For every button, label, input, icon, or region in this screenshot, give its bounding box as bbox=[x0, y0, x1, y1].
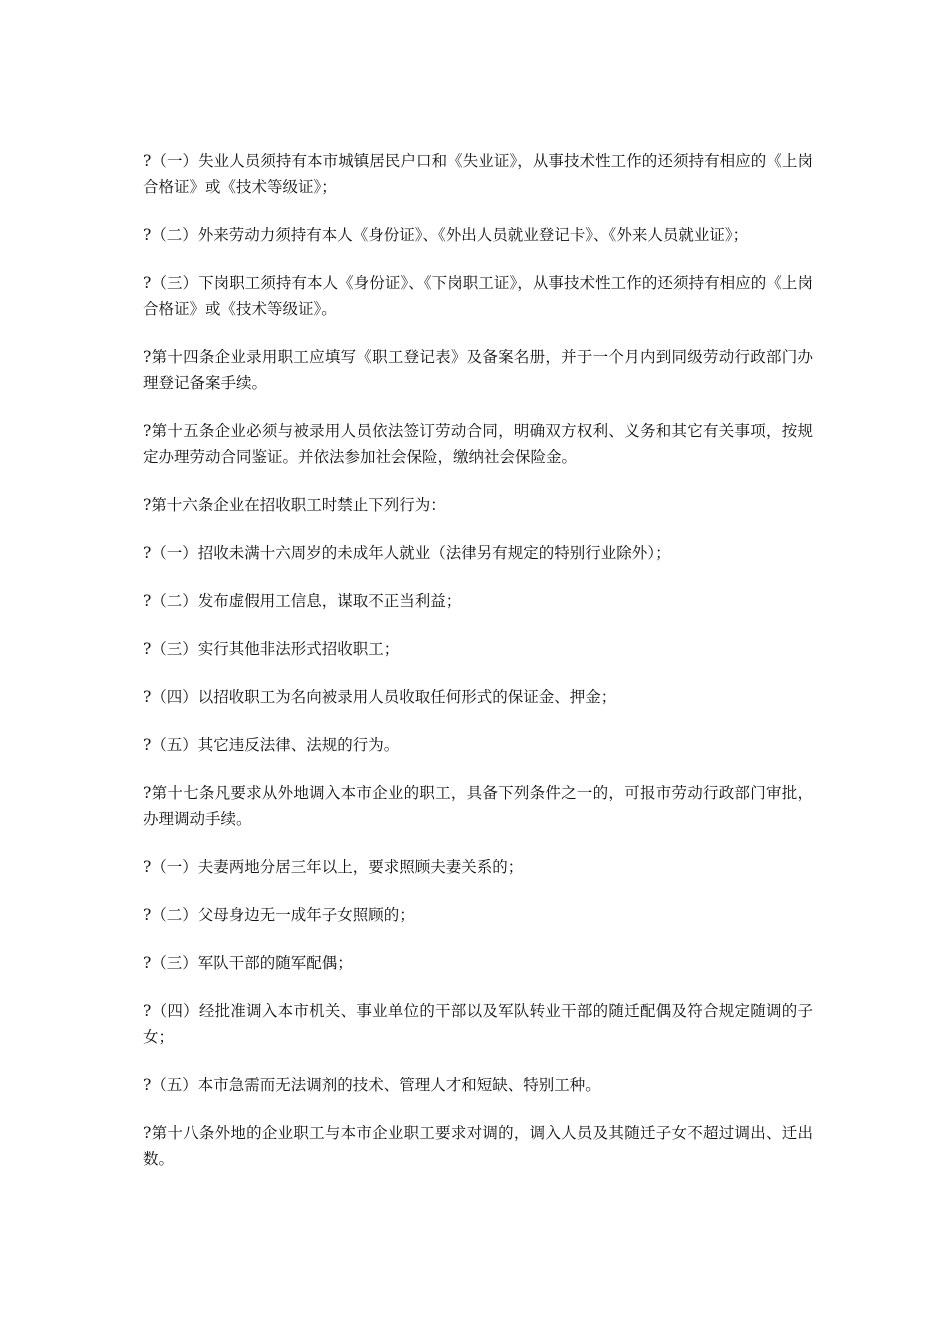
document-body bbox=[143, 148, 813, 1194]
paragraph-article-17: ?第十七条凡要求从外地调入本市企业的职工，具备下列条件之一的，可报市劳动行政部门审批，办理调动手续。 bbox=[143, 784, 813, 828]
paragraph-article-14: ?第十四条企业录用职工应填写《职工登记表》及备案名册，并于一个月内到同级劳动行政部门办理登记备案手续。 bbox=[143, 348, 813, 392]
paragraph-article-18: ?第十八条外地的企业职工与本市企业职工要求对调的，调入人员及其随迁子女不超过调出、迁出数。 bbox=[143, 1124, 813, 1168]
paragraph-2: ?（二）外来劳动力须持有本人《身份证》、《外出人员就业登记卡》、《外来人员就业证》； bbox=[143, 226, 749, 244]
paragraph-article-16-item-5: ?（五）其它违反法律、法规的行为。 bbox=[143, 736, 400, 754]
paragraph-article-16-item-3: ?（三）实行其他非法形式招收职工； bbox=[143, 640, 400, 658]
paragraph-article-17-item-5: ?（五）本市急需而无法调剂的技术、管理人才和短缺、特别工种。 bbox=[143, 1076, 601, 1094]
paragraph-article-16-item-2: ?（二）发布虚假用工信息，谋取不正当利益； bbox=[143, 592, 462, 610]
paragraph-article-16: ?第十六条企业在招收职工时禁止下列行为： bbox=[143, 496, 446, 514]
paragraph-article-17-item-2: ?（二）父母身边无一成年子女照顾的； bbox=[143, 906, 415, 924]
paragraph-3: ?（三）下岗职工须持有本人《身份证》、《下岗职工证》，从事技术性工作的还须持有相应的《上岗合格证》或《技术等级证》。 bbox=[143, 274, 813, 318]
paragraph-article-17-item-4: ?（四）经批准调入本市机关、事业单位的干部以及军队转业干部的随迁配偶及符合规定随调的子女； bbox=[143, 1002, 813, 1046]
paragraph-article-16-item-4: ?（四）以招收职工为名向被录用人员收取任何形式的保证金、押金； bbox=[143, 688, 617, 706]
paragraph-article-16-item-1: ?（一）招收未满十六周岁的未成年人就业（法律另有规定的特别行业除外）； bbox=[143, 544, 671, 562]
paragraph-article-17-item-3: ?（三）军队干部的随军配偶； bbox=[143, 954, 353, 972]
paragraph-1: ?（一）失业人员须持有本市城镇居民户口和《失业证》，从事技术性工作的还须持有相应的《上岗合格证》或《技术等级证》； bbox=[143, 152, 813, 196]
paragraph-article-17-item-1: ?（一）夫妻两地分居三年以上，要求照顾夫妻关系的； bbox=[143, 858, 524, 876]
paragraph-article-15: ?第十五条企业必须与被录用人员依法签订劳动合同，明确双方权利、义务和其它有关事项，按规定办理劳动合同鉴证。并依法参加社会保险，缴纳社会保险金。 bbox=[143, 422, 813, 466]
